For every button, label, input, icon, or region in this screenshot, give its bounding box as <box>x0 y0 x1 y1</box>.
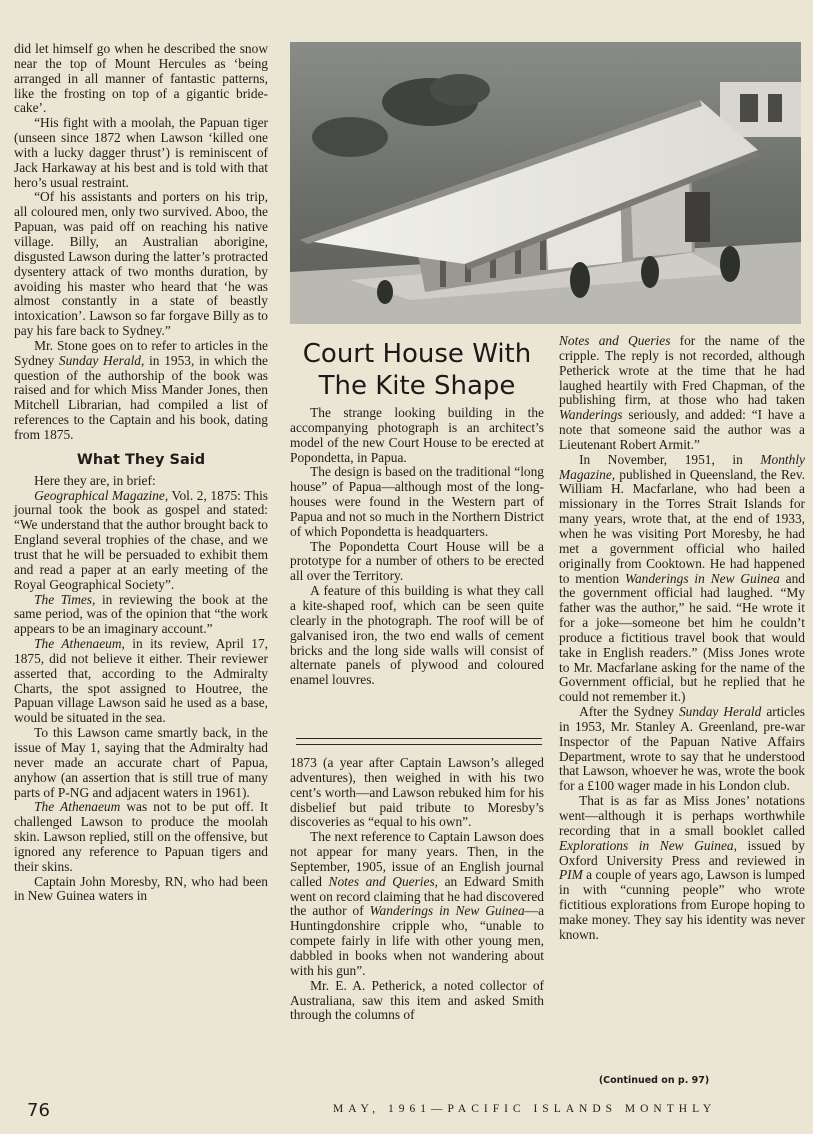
paragraph: To this Lawson came smartly back, in the issue of May 1, saying that the Admiralty had never made an accurate chart of Papua, anyhow (an assertion that is still true of many parts of P-NG and adjacent waters in 1961). <box>14 725 268 800</box>
paragraph: That is as far as Miss Jones’ notations went—although it is perhaps worthwhile recording that in a small booklet called Explorations in New Guinea, issued by Oxford University Press and reviewed in PIM a couple of years ago, Lawson is lumped in with “cunning people” who wrote fictitious explorations from Europe hoping to make money. They say his identity was never known. <box>559 793 805 942</box>
paragraph: The strange looking building in the accompanying photograph is an architect’s model of the new Court House to be erected at Popondetta, in Papua. <box>290 405 544 465</box>
court-house-model-illustration <box>290 42 801 324</box>
paragraph: The next reference to Captain Lawson does not appear for many years. Then, in the September, 1905, issue of an English journal called Notes and Queries, an Edward Smith went on record claiming that he had discovered the author of Wanderings in New Guinea—a Huntingdonshire cripple who, “unable to compete fairly in life with other young men, dabbled in books when not wandering about with his gun”. <box>290 829 545 978</box>
paragraph: Here they are, in brief: <box>34 472 156 488</box>
paragraph: Geographical Magazine, Vol. 2, 1875: This journal took the book as gospel and stated: “We understand that the author brought back to England several trophies of the chase, and we trust that he will be persuaded to exhibit them and read a paper at an early meeting of the Royal Geographical Society”. <box>14 487 269 592</box>
paragraph: After the Sydney Sunday Herald articles in 1953, Mr. Stanley A. Greenland, pre-war Inspector of the Papuan Native Affairs Department, wrote to say that he understood that Lawson, whoever he was, wrote the book for a £100 wager made in his London club. <box>559 704 805 794</box>
court-house-model-photo <box>290 42 801 324</box>
running-footer: MAY, 1961—PACIFIC ISLANDS MONTHLY <box>333 1103 717 1115</box>
paragraph: “His fight with a moolah, the Papuan tiger (unseen since 1872 when Lawson ‘killed one with a lucky dagger thrust’) is reminiscent of Jack Harkaway at his best and is told with that hero’s usual restraint. <box>14 115 268 190</box>
article-column-right <box>559 334 805 1066</box>
paragraph: 1873 (a year after Captain Lawson’s alleged adventures), then weighed in with his two cent’s worth—and Lawson rebuked him for his disbelief but paid tribute to Moresby’s discoveries as “equal to his own”. <box>290 755 544 830</box>
article-column-middle-lower <box>290 756 544 1076</box>
double-rule-divider <box>296 738 542 745</box>
paragraph: The Times, in reviewing the book at the same period, was of the opinion that “the work appears to be an imaginary account.” <box>14 591 268 637</box>
paragraph: The Athenaeum, in its review, April 17, 1875, did not believe it either. Their reviewer asserted that, according to the Admiralty Charts, the spot assigned to Houtree, the Papuan village Lawson said he used as a base, would be situated in the sea. <box>14 636 269 726</box>
paragraph: The design is based on the traditional “long house” of Papua—although most of the long-houses were found in the Western part of Papua and not so much in the Northern District of which Popondetta is headquarters. <box>290 464 544 539</box>
paragraph: Mr. E. A. Petherick, a noted collector of Australiana, saw this item and asked Smith through the columns of <box>290 977 544 1023</box>
continued-note: (Continued on p. 97) <box>598 1075 710 1086</box>
paragraph: “Of his assistants and porters on his trip, all coloured men, only two survived. Aboo, the Papuan, was paid off on reaching his native village. Billy, an Australian aborigine, disgusted Lawson during the latter’s protracted dysentery attack of two months duration, by avoiding his master who heard that ‘he was almost constantly in a state of beastly intoxication’. Lawson so far forgave Billy as to pay his fare back to Sydney.” <box>14 189 268 339</box>
article-column-middle-upper <box>290 406 544 732</box>
paragraph: Mr. Stone goes on to refer to articles in the Sydney Sunday Herald, in 1953, in which the question of the authorship of the book was raised and for which Miss Mander Jones, then Mitchell Librarian, had compiled a list of references to the Captain and his book, dating from 1875. <box>14 337 268 442</box>
article-headline <box>290 338 544 402</box>
paragraph: did let himself go when he described the snow near the top of Mount Hercules as ‘being arranged in all manner of fantastic patterns, like the frosting on top of a gigantic bride-cake’. <box>14 41 268 116</box>
article-column-left <box>14 42 268 1082</box>
paragraph: In November, 1951, in Monthly Magazine, published in Queensland, the Rev. William H. Macfarlane, who had been a missionary in the Torres Strait Islands for many years, wrote that, at the end of 1933, when he was visiting Port Moresby, he had met a government official who hailed originally from Cooktown. He had happened to mention Wanderings in New Guinea and the government official had laughed. “My father was the author,” he said. “He wrote it for a joke—someone bet him he couldn’t produce a fictitious travel book that would take in English readers.” (Miss Jones wrote to Mr. Macfarlane asking for the name of the Government official, but he replied that he could not remember it.) <box>559 451 806 705</box>
paragraph: The Athenaeum was not to be put off. It challenged Lawson to produce the moolah skin. Lawson replied, still on the offensive, but ignored any reference to Papuan tigers and their skins. <box>14 799 268 874</box>
paragraph: Captain John Moresby, RN, who had been in New Guinea waters in <box>14 873 268 904</box>
section-subheading: What They Said <box>76 451 206 468</box>
paragraph: The Popondetta Court House will be a prototype for a number of others to be erected all over the Territory. <box>290 538 544 584</box>
page-number: 76 <box>27 1100 50 1121</box>
paragraph: A feature of this building is what they call a kite-shaped roof, which can be seen quite clearly in the photograph. The roof will be of galvanised iron, the two end walls of cement bricks and the long side walls will consist of alternate panels of plywood and coloured enamel louvres. <box>290 583 544 688</box>
headline-line: The Kite Shape <box>318 371 516 401</box>
paragraph: Notes and Queries for the name of the cripple. The reply is not recorded, although Petherick wrote at the time that he had laughed heartily with Fred Chapman, of the publishing firm, at those who had taken Wanderings seriously, and added: “I have a note that someone said the author was a Lieutenant Robert Armit.” <box>559 333 805 452</box>
headline-line: Court House With <box>302 339 532 369</box>
